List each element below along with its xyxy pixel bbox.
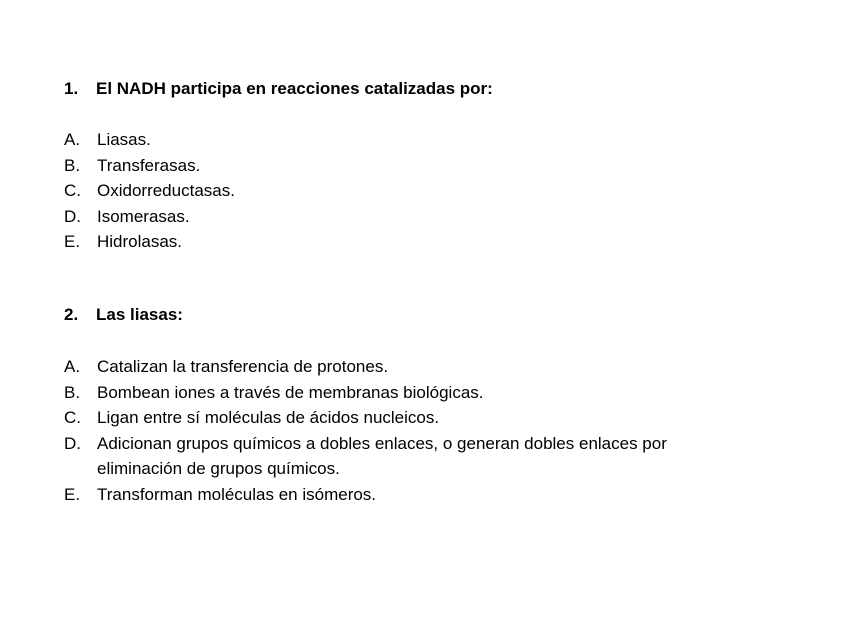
option-2d (64, 431, 684, 482)
option-letter: E. (64, 232, 81, 251)
option-text: Hidrolasas. (97, 232, 183, 251)
option-1a (64, 127, 684, 153)
option-letter: C. (64, 408, 81, 427)
option-2c (64, 405, 684, 431)
option-1d (64, 204, 684, 230)
option-2e (64, 482, 684, 508)
option-letter: C. (64, 181, 81, 200)
option-text: Bombean iones a través de membranas biológicas. (97, 382, 484, 402)
option-text: Isomerasas. (97, 206, 190, 226)
question-2-title (64, 305, 183, 325)
option-letter: D. (64, 206, 81, 226)
question-1-title (64, 79, 493, 99)
option-letter: A. (64, 357, 81, 376)
question-2-number: 2. (64, 305, 79, 324)
option-1c (64, 178, 684, 204)
option-text: Adicionan grupos químicos a dobles enlaces, o generan dobles enlaces por eliminación de grupos químicos. (97, 433, 667, 478)
option-text: Transforman moléculas en isómeros. (97, 484, 377, 504)
option-2b (64, 380, 684, 406)
option-text: Oxidorreductasas. (97, 181, 235, 200)
option-letter: B. (64, 155, 81, 175)
question-1-text: El NADH participa en reacciones catalizadas por: (96, 79, 493, 98)
option-1b (64, 153, 684, 179)
option-2a (64, 354, 684, 380)
option-text: Catalizan la transferencia de protones. (97, 357, 389, 376)
question-2-options (64, 354, 684, 507)
option-text: Transferasas. (97, 155, 201, 175)
option-letter: B. (64, 382, 81, 402)
option-text: Ligan entre sí moléculas de ácidos nucleicos. (97, 408, 440, 427)
option-text: Liasas. (97, 130, 151, 149)
option-1e (64, 229, 684, 255)
option-letter: D. (64, 433, 81, 453)
question-2-text: Las liasas: (96, 305, 183, 324)
option-letter: A. (64, 130, 81, 149)
option-letter: E. (64, 484, 81, 504)
question-1-number: 1. (64, 79, 79, 98)
question-1-options (64, 127, 684, 255)
